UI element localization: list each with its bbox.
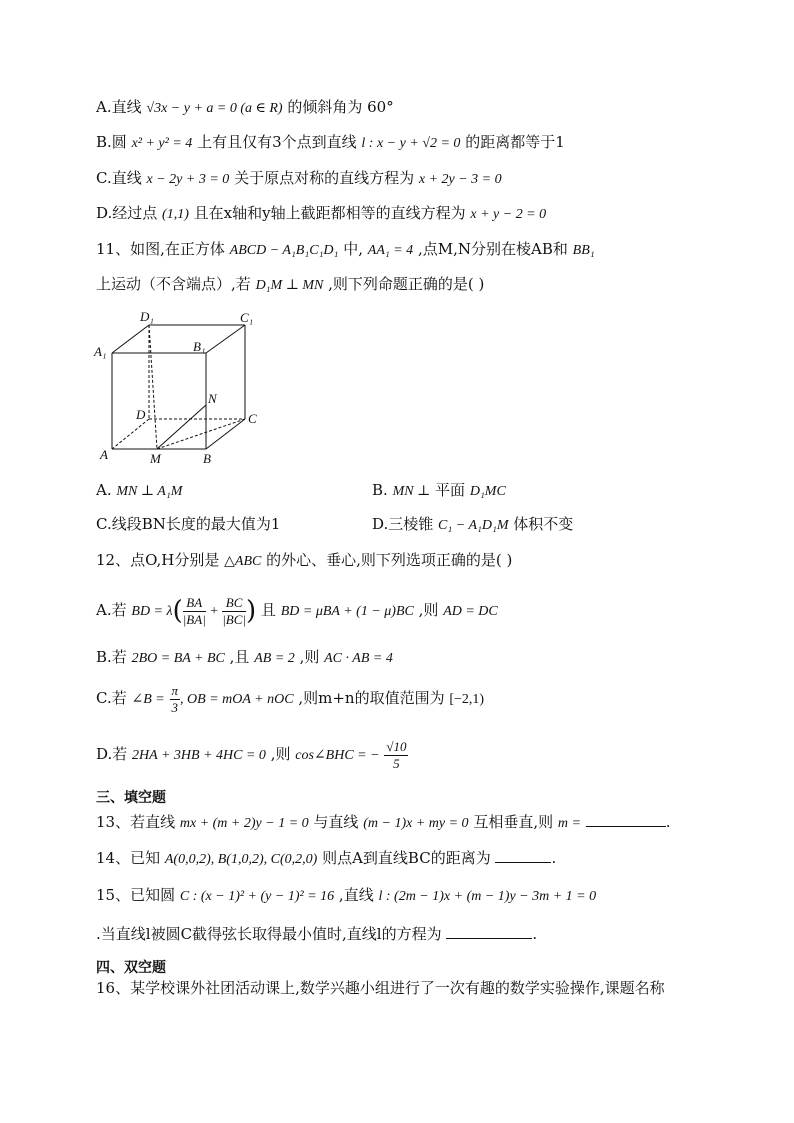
q12-option-c: C.若 ∠B = $\frac{\pi}{3}$ , OB = mOA + nOC ,则m+n的取值范围为 [−2,1) xyxy=(96,682,485,715)
q10-option-b: B.圆 x² + y² = 4 上有且仅有3个点到直线 l : x − y + √2 = 0 的距离都等于1 xyxy=(96,133,565,151)
label-c: C xyxy=(248,411,257,426)
answer-blank[interactable] xyxy=(446,924,532,939)
edge-d-a xyxy=(112,419,149,449)
q11-option-d: D.三棱锥 C₁ − A₁D₁M 体积不变 xyxy=(372,515,574,533)
q10-option-c: C.直线 x − 2y + 3 = 0 关于原点对称的直线方程为 x + 2y − 3 = 0 xyxy=(96,169,502,187)
label-a: A xyxy=(100,447,108,462)
label-d1: D₁ xyxy=(140,309,154,324)
section-title-fill-in: 三、填空题 xyxy=(96,789,166,805)
q12-stem: 12、点O,H分别是 △ABC 的外心、垂心,则下列选项正确的是( ) xyxy=(96,551,513,569)
segment-m-n xyxy=(157,405,206,449)
edge-d1-a1 xyxy=(112,325,149,353)
q12-option-a: A.若 BD = λ( $\frac{BA}{|BA|}$ + $\frac{BC}{|BC|}$ ) 且 BD = μBA + (1 − μ)BC ,则 AD = DC xyxy=(96,594,498,627)
label-b: B xyxy=(203,451,211,466)
edge-b-c xyxy=(206,419,245,449)
q11-options-row1: A. MN ⊥ A₁M xyxy=(96,481,183,499)
answer-blank[interactable] xyxy=(495,848,551,863)
q16: 16、某学校课外社团活动课上,数学兴趣小组进行了一次有趣的数学实验操作,课题名称 xyxy=(96,979,665,997)
label-a1: A₁ xyxy=(94,344,107,359)
q10-option-d: D.经过点 (1,1) 且在x轴和y轴上截距都相等的直线方程为 x + y − 2 = 0 xyxy=(96,204,547,222)
q14: 14、已知 A(0,0,2), B(1,0,2), C(0,2,0) 则点A到直线BC的距离为 . xyxy=(96,849,557,867)
edge-b1-c1 xyxy=(206,325,245,353)
label-d: D xyxy=(136,407,146,422)
q11-stem-line1: 11、如图,在正方体 ABCD − A₁B₁C₁D₁ 中, AA₁ = 4 ,点M,N分别在棱AB和 BB₁ xyxy=(96,240,595,258)
q10-option-a: A.直线 √3x − y + a = 0 (a ∈ R) 的倾斜角为 60° xyxy=(96,98,394,116)
label-n: N xyxy=(208,391,217,406)
segment-m-c xyxy=(157,419,245,449)
math-expr: √3x − y + a = 0 (a ∈ R) xyxy=(146,101,283,116)
answer-blank[interactable] xyxy=(586,812,666,827)
q15-line2: .当直线l被圆C截得弦长取得最小值时,直线l的方程为 . xyxy=(96,925,538,943)
q11-option-c: C.线段BN长度的最大值为1 xyxy=(96,515,281,533)
q12-option-b: B.若 2BO = BA + BC ,且 AB = 2 ,则 AC · AB = 4 xyxy=(96,648,393,666)
cube-figure xyxy=(90,305,270,467)
label-c1: C₁ xyxy=(240,310,254,325)
q11-option-b: B. MN ⊥ 平面 D₁MC xyxy=(372,481,506,499)
label-m: M xyxy=(150,451,161,466)
section-title-double-blank: 四、双空题 xyxy=(96,959,166,975)
q11-stem-line2: 上运动（不含端点）,若 D₁M ⊥ MN ,则下列命题正确的是( ) xyxy=(96,275,485,293)
q13: 13、若直线 mx + (m + 2)y − 1 = 0 与直线 (m − 1)x + my = 0 互相垂直,则 m = . xyxy=(96,813,671,831)
q15-line1: 15、已知圆 C : (x − 1)² + (y − 1)² = 16 ,直线 l : (2m − 1)x + (m − 1)y − 3m + 1 = 0 xyxy=(96,886,597,904)
segment-d1-m xyxy=(149,325,157,449)
label-b1: B₁ xyxy=(193,339,206,354)
q12-option-d: D.若 2HA + 3HB + 4HC = 0 ,则 cos∠BHC = − $\frac{√10}{5}$ xyxy=(96,738,407,771)
